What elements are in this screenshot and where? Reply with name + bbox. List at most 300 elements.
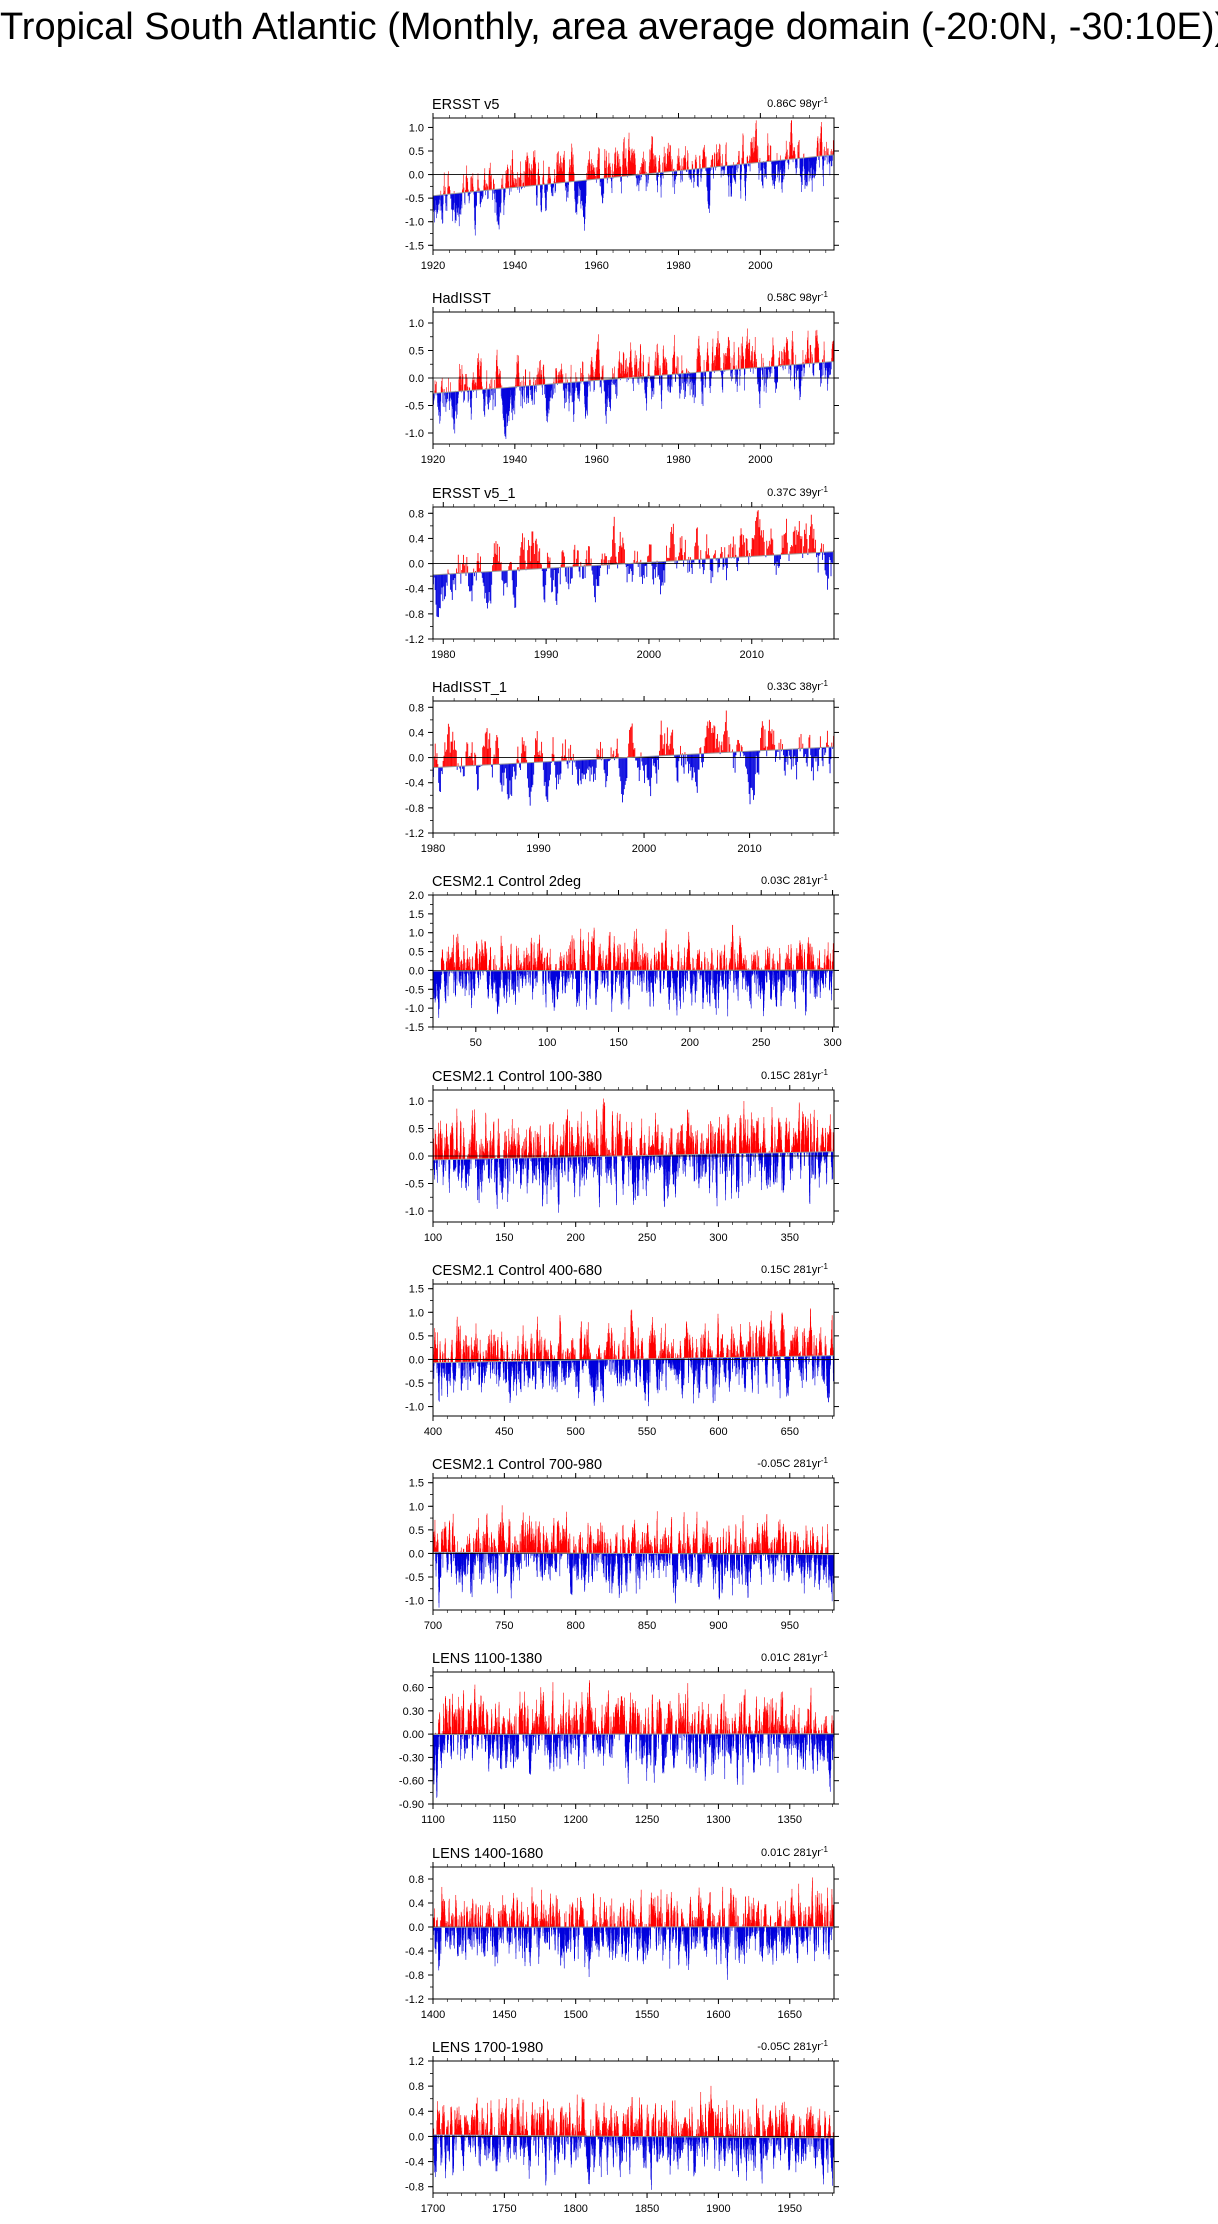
positive-bar [771, 528, 772, 555]
positive-bar [524, 741, 525, 763]
negative-bar [669, 375, 670, 386]
negative-bar [495, 389, 496, 407]
negative-bar [607, 759, 608, 776]
positive-bar [805, 355, 806, 364]
positive-bar [666, 744, 667, 756]
negative-bar [681, 374, 682, 390]
negative-bar [676, 755, 677, 767]
negative-bar [830, 747, 831, 773]
positive-bar [496, 554, 497, 570]
negative-bar [735, 752, 736, 773]
positive-bar [499, 546, 500, 570]
negative-bar [826, 552, 827, 576]
negative-bar [582, 760, 583, 773]
negative-bar [527, 763, 528, 779]
negative-bar [795, 365, 796, 369]
positive-bar [627, 170, 628, 176]
negative-bar [711, 372, 712, 379]
positive-bar [803, 350, 804, 364]
negative-bar [578, 181, 579, 203]
negative-bar [537, 971, 538, 983]
y-tick-label: 0.0 [409, 558, 424, 570]
negative-bar [692, 754, 693, 780]
positive-bar [760, 535, 761, 555]
positive-bar [496, 965, 497, 971]
negative-bar [734, 752, 735, 757]
positive-bar [722, 154, 723, 166]
x-tick-label: 1990 [526, 843, 550, 855]
positive-bar [461, 757, 462, 766]
negative-bar [621, 177, 622, 194]
positive-bar [732, 547, 733, 557]
panel-0 [0, 88, 1218, 280]
negative-bar [589, 381, 590, 386]
negative-bar [596, 565, 597, 579]
negative-bar [565, 383, 566, 388]
negative-bar [701, 168, 702, 178]
negative-bar [595, 759, 596, 780]
positive-bar [444, 191, 445, 195]
positive-bar [490, 748, 491, 765]
negative-bar [831, 551, 832, 562]
negative-bar [733, 752, 734, 768]
negative-bar [710, 167, 711, 171]
negative-bar [553, 183, 554, 187]
positive-bar [533, 543, 534, 569]
negative-bar [789, 365, 790, 369]
positive-bar [686, 162, 687, 170]
negative-bar [776, 161, 777, 165]
negative-bar [603, 178, 604, 193]
positive-bar [658, 161, 659, 173]
positive-bar [755, 355, 756, 369]
anomaly-bars [433, 120, 834, 235]
negative-bar [780, 160, 781, 172]
negative-bar [628, 563, 629, 573]
negative-bar [644, 757, 645, 783]
positive-bar [487, 184, 488, 190]
positive-bar [557, 376, 558, 384]
negative-bar [446, 971, 447, 986]
positive-bar [795, 355, 796, 365]
positive-bar [772, 729, 773, 750]
negative-bar [697, 754, 698, 793]
negative-bar [639, 757, 640, 781]
negative-bar [596, 759, 597, 768]
negative-bar [696, 754, 697, 786]
positive-bar [622, 547, 623, 564]
positive-bar [562, 550, 563, 567]
positive-bar [446, 750, 447, 767]
negative-bar [592, 759, 593, 766]
positive-bar [534, 755, 535, 762]
negative-bar [704, 372, 705, 376]
negative-bar [760, 162, 761, 170]
positive-bar [828, 148, 829, 155]
negative-bar [764, 367, 765, 385]
positive-bar [464, 959, 465, 971]
positive-bar [685, 539, 686, 559]
negative-bar [725, 166, 726, 170]
positive-bar [667, 727, 668, 755]
positive-bar [443, 761, 444, 767]
negative-bar [747, 751, 748, 774]
negative-bar [441, 393, 442, 402]
negative-bar [568, 567, 569, 589]
positive-bar [548, 167, 549, 184]
x-tick-label: 2000 [748, 454, 772, 466]
positive-bar [710, 722, 711, 753]
negative-bar [713, 167, 714, 178]
negative-bar [589, 759, 590, 766]
positive-bar [612, 164, 613, 178]
negative-bar [794, 749, 795, 758]
negative-bar [600, 380, 601, 387]
positive-bar [500, 562, 501, 570]
negative-bar [479, 971, 480, 975]
positive-bar [527, 550, 528, 569]
positive-bar [737, 740, 738, 752]
negative-bar [817, 748, 818, 771]
positive-bar [651, 544, 652, 562]
negative-bar [622, 758, 623, 803]
negative-bar [757, 751, 758, 773]
positive-bar [831, 151, 832, 155]
negative-bar [702, 754, 703, 768]
positive-bar [647, 556, 648, 562]
negative-bar [588, 760, 589, 770]
negative-bar [631, 563, 632, 571]
positive-bar [735, 544, 736, 557]
positive-bar [747, 538, 748, 556]
positive-bar [454, 740, 455, 766]
positive-bar [539, 176, 540, 185]
positive-bar [747, 157, 748, 164]
positive-bar [571, 365, 572, 383]
negative-bar [544, 184, 545, 192]
negative-bar [552, 568, 553, 592]
negative-bar [590, 971, 591, 979]
negative-bar [593, 759, 594, 781]
x-tick-label: 1980 [666, 260, 690, 272]
positive-bar [765, 729, 766, 750]
positive-bar [682, 555, 683, 560]
negative-bar [633, 378, 634, 392]
y-tick-label: -1.2 [405, 828, 424, 840]
negative-bar [493, 389, 494, 400]
positive-bar [750, 360, 751, 368]
negative-bar [455, 971, 456, 981]
x-tick-label: 1990 [534, 649, 558, 661]
negative-bar [787, 749, 788, 756]
positive-bar [611, 170, 612, 177]
y-tick-label: 0.0 [409, 170, 424, 182]
negative-bar [486, 571, 487, 602]
positive-bar [755, 520, 756, 555]
negative-bar [824, 747, 825, 755]
negative-bar [777, 366, 778, 382]
positive-bar [741, 745, 742, 751]
negative-bar [516, 971, 517, 987]
negative-bar [750, 163, 751, 171]
positive-bar [711, 733, 712, 753]
negative-bar [459, 193, 460, 214]
positive-bar [492, 379, 493, 389]
negative-bar [510, 971, 511, 980]
positive-bar [699, 748, 700, 754]
positive-bar [670, 744, 671, 756]
negative-bar [502, 570, 503, 580]
negative-bar [554, 761, 555, 765]
positive-bar [536, 538, 537, 568]
negative-bar [598, 565, 599, 586]
positive-bar [705, 551, 706, 559]
negative-bar [829, 552, 830, 557]
positive-bar [723, 734, 724, 752]
positive-bar [580, 561, 581, 565]
positive-bar [591, 558, 592, 565]
negative-bar [662, 172, 663, 176]
positive-bar [626, 374, 627, 378]
negative-bar [757, 751, 758, 773]
positive-bar [464, 188, 465, 193]
positive-bar [672, 730, 673, 756]
positive-bar [704, 746, 705, 754]
trend-value: 0.58C 98yr [767, 292, 821, 304]
negative-bar [626, 758, 627, 781]
y-tick-label: -1.5 [405, 240, 424, 252]
positive-bar [670, 735, 671, 755]
negative-bar [693, 559, 694, 562]
positive-bar [460, 563, 461, 573]
negative-bar [740, 369, 741, 376]
positive-bar [767, 548, 768, 555]
positive-bar [478, 561, 479, 572]
negative-bar [606, 759, 607, 782]
positive-bar [818, 143, 819, 156]
positive-bar [434, 756, 435, 767]
positive-bar [503, 175, 504, 189]
positive-bar [556, 964, 557, 971]
negative-bar [484, 571, 485, 598]
positive-bar [456, 750, 457, 766]
negative-bar [751, 751, 752, 788]
negative-bar [488, 571, 489, 602]
positive-bar [576, 373, 577, 383]
positive-bar [508, 566, 509, 570]
positive-bar [764, 541, 765, 555]
negative-bar [519, 387, 520, 391]
positive-bar [742, 747, 743, 752]
y-tick-label: -0.4 [405, 778, 424, 790]
positive-bar [766, 540, 767, 555]
positive-bar [466, 742, 467, 766]
negative-bar [686, 374, 687, 384]
positive-bar [738, 740, 739, 752]
negative-bar [468, 391, 469, 401]
negative-bar [760, 368, 761, 387]
y-tick-label: 1.0 [409, 122, 424, 134]
x-tick-label: 2010 [737, 843, 761, 855]
negative-bar [766, 750, 767, 756]
positive-bar [588, 374, 589, 381]
positive-bar [679, 552, 680, 560]
positive-bar [812, 358, 813, 364]
negative-bar [524, 971, 525, 975]
positive-bar [623, 543, 624, 564]
negative-bar [816, 157, 817, 161]
positive-bar [521, 180, 522, 187]
negative-bar [813, 748, 814, 780]
negative-bar [810, 748, 811, 755]
negative-bar [442, 574, 443, 601]
positive-bar [447, 958, 448, 971]
positive-bar [785, 352, 786, 366]
positive-bar [752, 538, 753, 556]
negative-bar [543, 971, 544, 984]
negative-bar [659, 561, 660, 579]
positive-bar [487, 728, 488, 765]
positive-bar [733, 536, 734, 557]
positive-bar [739, 160, 740, 164]
negative-bar [501, 764, 502, 785]
negative-bar [549, 762, 550, 781]
negative-bar [435, 574, 436, 589]
positive-bar [662, 163, 663, 173]
negative-bar [733, 165, 734, 177]
positive-bar [468, 757, 469, 766]
positive-bar [549, 561, 550, 568]
negative-bar [620, 177, 621, 182]
positive-bar [725, 722, 726, 752]
y-tick-label: -0.8 [405, 608, 424, 620]
positive-bar [794, 530, 795, 553]
anomaly-bars [433, 710, 834, 805]
positive-bar [475, 755, 476, 766]
negative-bar [440, 574, 441, 608]
y-tick-label: 0.8 [409, 508, 424, 520]
positive-bar [495, 758, 496, 764]
negative-bar [779, 554, 780, 565]
positive-bar [525, 369, 526, 386]
positive-bar [753, 539, 754, 556]
negative-bar [464, 391, 465, 401]
positive-bar [782, 359, 783, 366]
negative-bar [681, 755, 682, 766]
positive-bar [494, 184, 495, 190]
negative-bar [617, 564, 618, 568]
positive-bar [456, 963, 457, 971]
negative-bar [543, 568, 544, 586]
negative-bar [560, 567, 561, 584]
positive-bar [497, 737, 498, 764]
negative-bar [546, 762, 547, 797]
positive-bar [548, 556, 549, 567]
positive-bar [482, 747, 483, 765]
negative-bar [516, 763, 517, 775]
negative-bar [732, 165, 733, 183]
positive-bar [650, 544, 651, 562]
positive-bar [826, 743, 827, 748]
positive-bar [611, 747, 612, 758]
negative-bar [510, 764, 511, 795]
positive-bar [660, 369, 661, 376]
negative-bar [652, 562, 653, 579]
negative-bar [569, 971, 570, 975]
negative-bar [450, 194, 451, 199]
negative-bar [645, 562, 646, 565]
negative-bar [567, 182, 568, 197]
negative-bar [592, 565, 593, 570]
positive-bar [517, 747, 518, 764]
negative-bar [690, 373, 691, 395]
negative-bar [642, 562, 643, 583]
negative-bar [723, 558, 724, 567]
positive-bar [783, 534, 784, 554]
negative-bar [789, 554, 790, 561]
negative-bar [478, 765, 479, 789]
negative-bar [542, 185, 543, 190]
positive-bar [774, 355, 775, 367]
negative-bar [755, 751, 756, 774]
negative-bar [772, 367, 773, 374]
negative-bar [529, 971, 530, 978]
positive-bar [501, 957, 502, 971]
positive-bar [537, 375, 538, 385]
trend-exponent: -1 [821, 96, 829, 105]
negative-bar [671, 375, 672, 386]
positive-bar [545, 379, 546, 385]
positive-bar [563, 552, 564, 567]
positive-bar [706, 726, 707, 754]
positive-bar [756, 517, 757, 556]
positive-bar [824, 147, 825, 156]
negative-bar [509, 764, 510, 798]
positive-bar [588, 546, 589, 566]
negative-bar [486, 389, 487, 396]
negative-bar [561, 971, 562, 977]
negative-bar [500, 764, 501, 782]
positive-bar [553, 755, 554, 762]
positive-bar [814, 548, 815, 552]
negative-bar [753, 751, 754, 800]
positive-bar [721, 547, 722, 558]
negative-bar [738, 557, 739, 561]
negative-bar [832, 155, 833, 166]
positive-bar [826, 142, 827, 156]
negative-bar [794, 749, 795, 756]
negative-bar [711, 372, 712, 387]
positive-bar [708, 728, 709, 753]
positive-bar [799, 521, 800, 554]
positive-bar [536, 179, 537, 185]
negative-bar [699, 559, 700, 562]
negative-bar [688, 373, 689, 386]
positive-bar [746, 538, 747, 557]
positive-bar [714, 356, 715, 372]
negative-bar [644, 562, 645, 578]
negative-bar [511, 188, 512, 192]
positive-bar [717, 734, 718, 753]
negative-bar [469, 572, 470, 591]
positive-bar [739, 743, 740, 751]
positive-bar [714, 553, 715, 558]
positive-bar [705, 738, 706, 753]
negative-bar [806, 748, 807, 762]
negative-bar [440, 767, 441, 792]
negative-bar [661, 561, 662, 585]
positive-bar [520, 382, 521, 386]
